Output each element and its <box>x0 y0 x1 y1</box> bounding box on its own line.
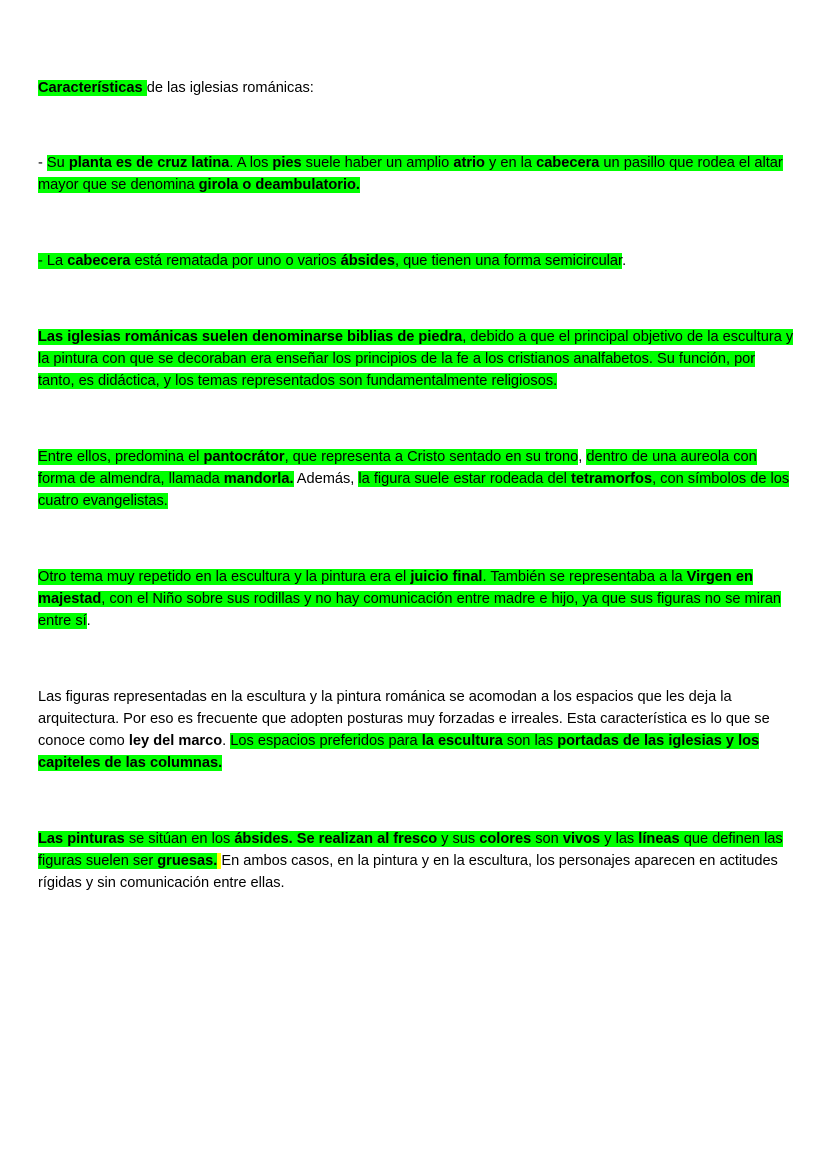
bold-text: cabecera <box>67 253 131 269</box>
bold-text: mandorla. <box>223 471 294 487</box>
bold-text: vivos <box>562 831 601 847</box>
text-span: Las figuras representadas en la escultura y la pintura románica se acomodan a los espacios que les deja la arquitectura. Por eso es frecuente que adopten posturas muy forzadas e irreales. Esta característica es lo que se conoce como <box>38 689 770 749</box>
document-body <box>38 77 794 894</box>
text-span: , que representa a Cristo sentado en su trono <box>284 449 579 465</box>
text-span: dentro de una aureola con forma de almendra, llamada <box>38 449 757 487</box>
text-span: la figura suele estar rodeada del <box>358 471 571 487</box>
text-span: En ambos casos, en la pintura y en la escultura, los personajes aparecen en actitudes rígidas y sin comunicación entre ellas. <box>38 853 778 891</box>
bold-text: Las pinturas <box>38 831 125 847</box>
text-span: son <box>531 831 563 847</box>
text-span: , debido a que el principal objetivo de la escultura y la pintura con que se decoraban era enseñar los principios de la fe a los cristianos analfabetos. Su función, por tanto, es didáctica, y los temas representados son fundamentalmente religiosos. <box>38 329 794 389</box>
bold-text: colores <box>479 831 532 847</box>
text-span: y en la <box>484 155 537 171</box>
bold-text: juicio final <box>410 569 483 585</box>
bold-text: pies <box>272 155 302 171</box>
bold-text: ley del marco <box>128 733 223 749</box>
bold-text: Las iglesias románicas suelen denominarse biblias de piedra <box>38 329 463 345</box>
text-span: Además, <box>293 471 359 487</box>
paragraph-juicio-final <box>38 566 794 632</box>
text-span: . <box>222 733 231 749</box>
text-span: Entre ellos, predomina el <box>38 449 204 465</box>
text-span: , con el Niño sobre sus rodillas y no hay comunicación entre madre e hijo, ya que sus figuras no se miran entre sí <box>38 591 782 629</box>
text-span: un pasillo que rodea el altar mayor que se denomina <box>38 155 783 193</box>
highlighted-text <box>38 569 781 629</box>
text-span: . A los <box>229 155 273 171</box>
text-span: Los espacios preferidos para <box>230 733 422 749</box>
text-span: Otro tema muy repetido en la escultura y la pintura era el <box>38 569 411 585</box>
highlighted-text <box>38 155 783 193</box>
text-span: está rematada por uno o varios <box>130 253 341 269</box>
bold-text: planta es de cruz latina <box>68 155 230 171</box>
bold-text: pantocrátor <box>203 449 285 465</box>
text-span: se sitúan en los <box>124 831 235 847</box>
highlighted-text <box>38 253 622 269</box>
text-span: , con símbolos de los cuatro evangelistas. <box>38 471 790 509</box>
bold-text: la escultura <box>421 733 503 749</box>
bold-text: ábsides. Se realizan al fresco <box>234 831 438 847</box>
bold-text: girola o deambulatorio. <box>198 177 360 193</box>
text-span: que definen las figuras suelen ser <box>38 831 783 869</box>
highlighted-text <box>38 449 578 465</box>
text-span: , que tienen una forma semicircular <box>394 253 623 269</box>
highlighted-bold-text: Características <box>38 80 147 96</box>
text-span: Su <box>46 155 69 171</box>
text-span: . También se representaba a la <box>482 569 687 585</box>
text-span: - <box>38 155 47 171</box>
text-span: . <box>622 253 627 269</box>
bold-text: cabecera <box>536 155 600 171</box>
bold-text: líneas <box>638 831 680 847</box>
text-span: suele haber un amplio <box>301 155 454 171</box>
bold-text: tetramorfos <box>570 471 653 487</box>
text-span: . <box>86 613 91 629</box>
text-span: - La <box>38 253 68 269</box>
text-span: son las <box>502 733 558 749</box>
text-span: y las <box>600 831 639 847</box>
paragraph-planta <box>38 152 794 196</box>
text-span: y sus <box>437 831 480 847</box>
bold-text: ábsides <box>340 253 395 269</box>
paragraph-pinturas <box>38 828 794 894</box>
bold-text: gruesas. <box>157 853 218 869</box>
text-span: , <box>578 449 587 465</box>
paragraph-cabecera <box>38 250 794 272</box>
bold-text: portadas de las iglesias y los capiteles de las columnas. <box>38 733 760 771</box>
text-span: de las iglesias románicas: <box>146 80 314 96</box>
paragraph-biblias-de-piedra <box>38 326 794 392</box>
paragraph-pantocrator <box>38 446 794 512</box>
paragraph-ley-del-marco <box>38 686 794 774</box>
highlighted-text <box>38 329 793 389</box>
paragraph-heading <box>38 77 794 99</box>
bold-text: atrio <box>453 155 485 171</box>
bold-text: Virgen en majestad <box>38 569 753 607</box>
